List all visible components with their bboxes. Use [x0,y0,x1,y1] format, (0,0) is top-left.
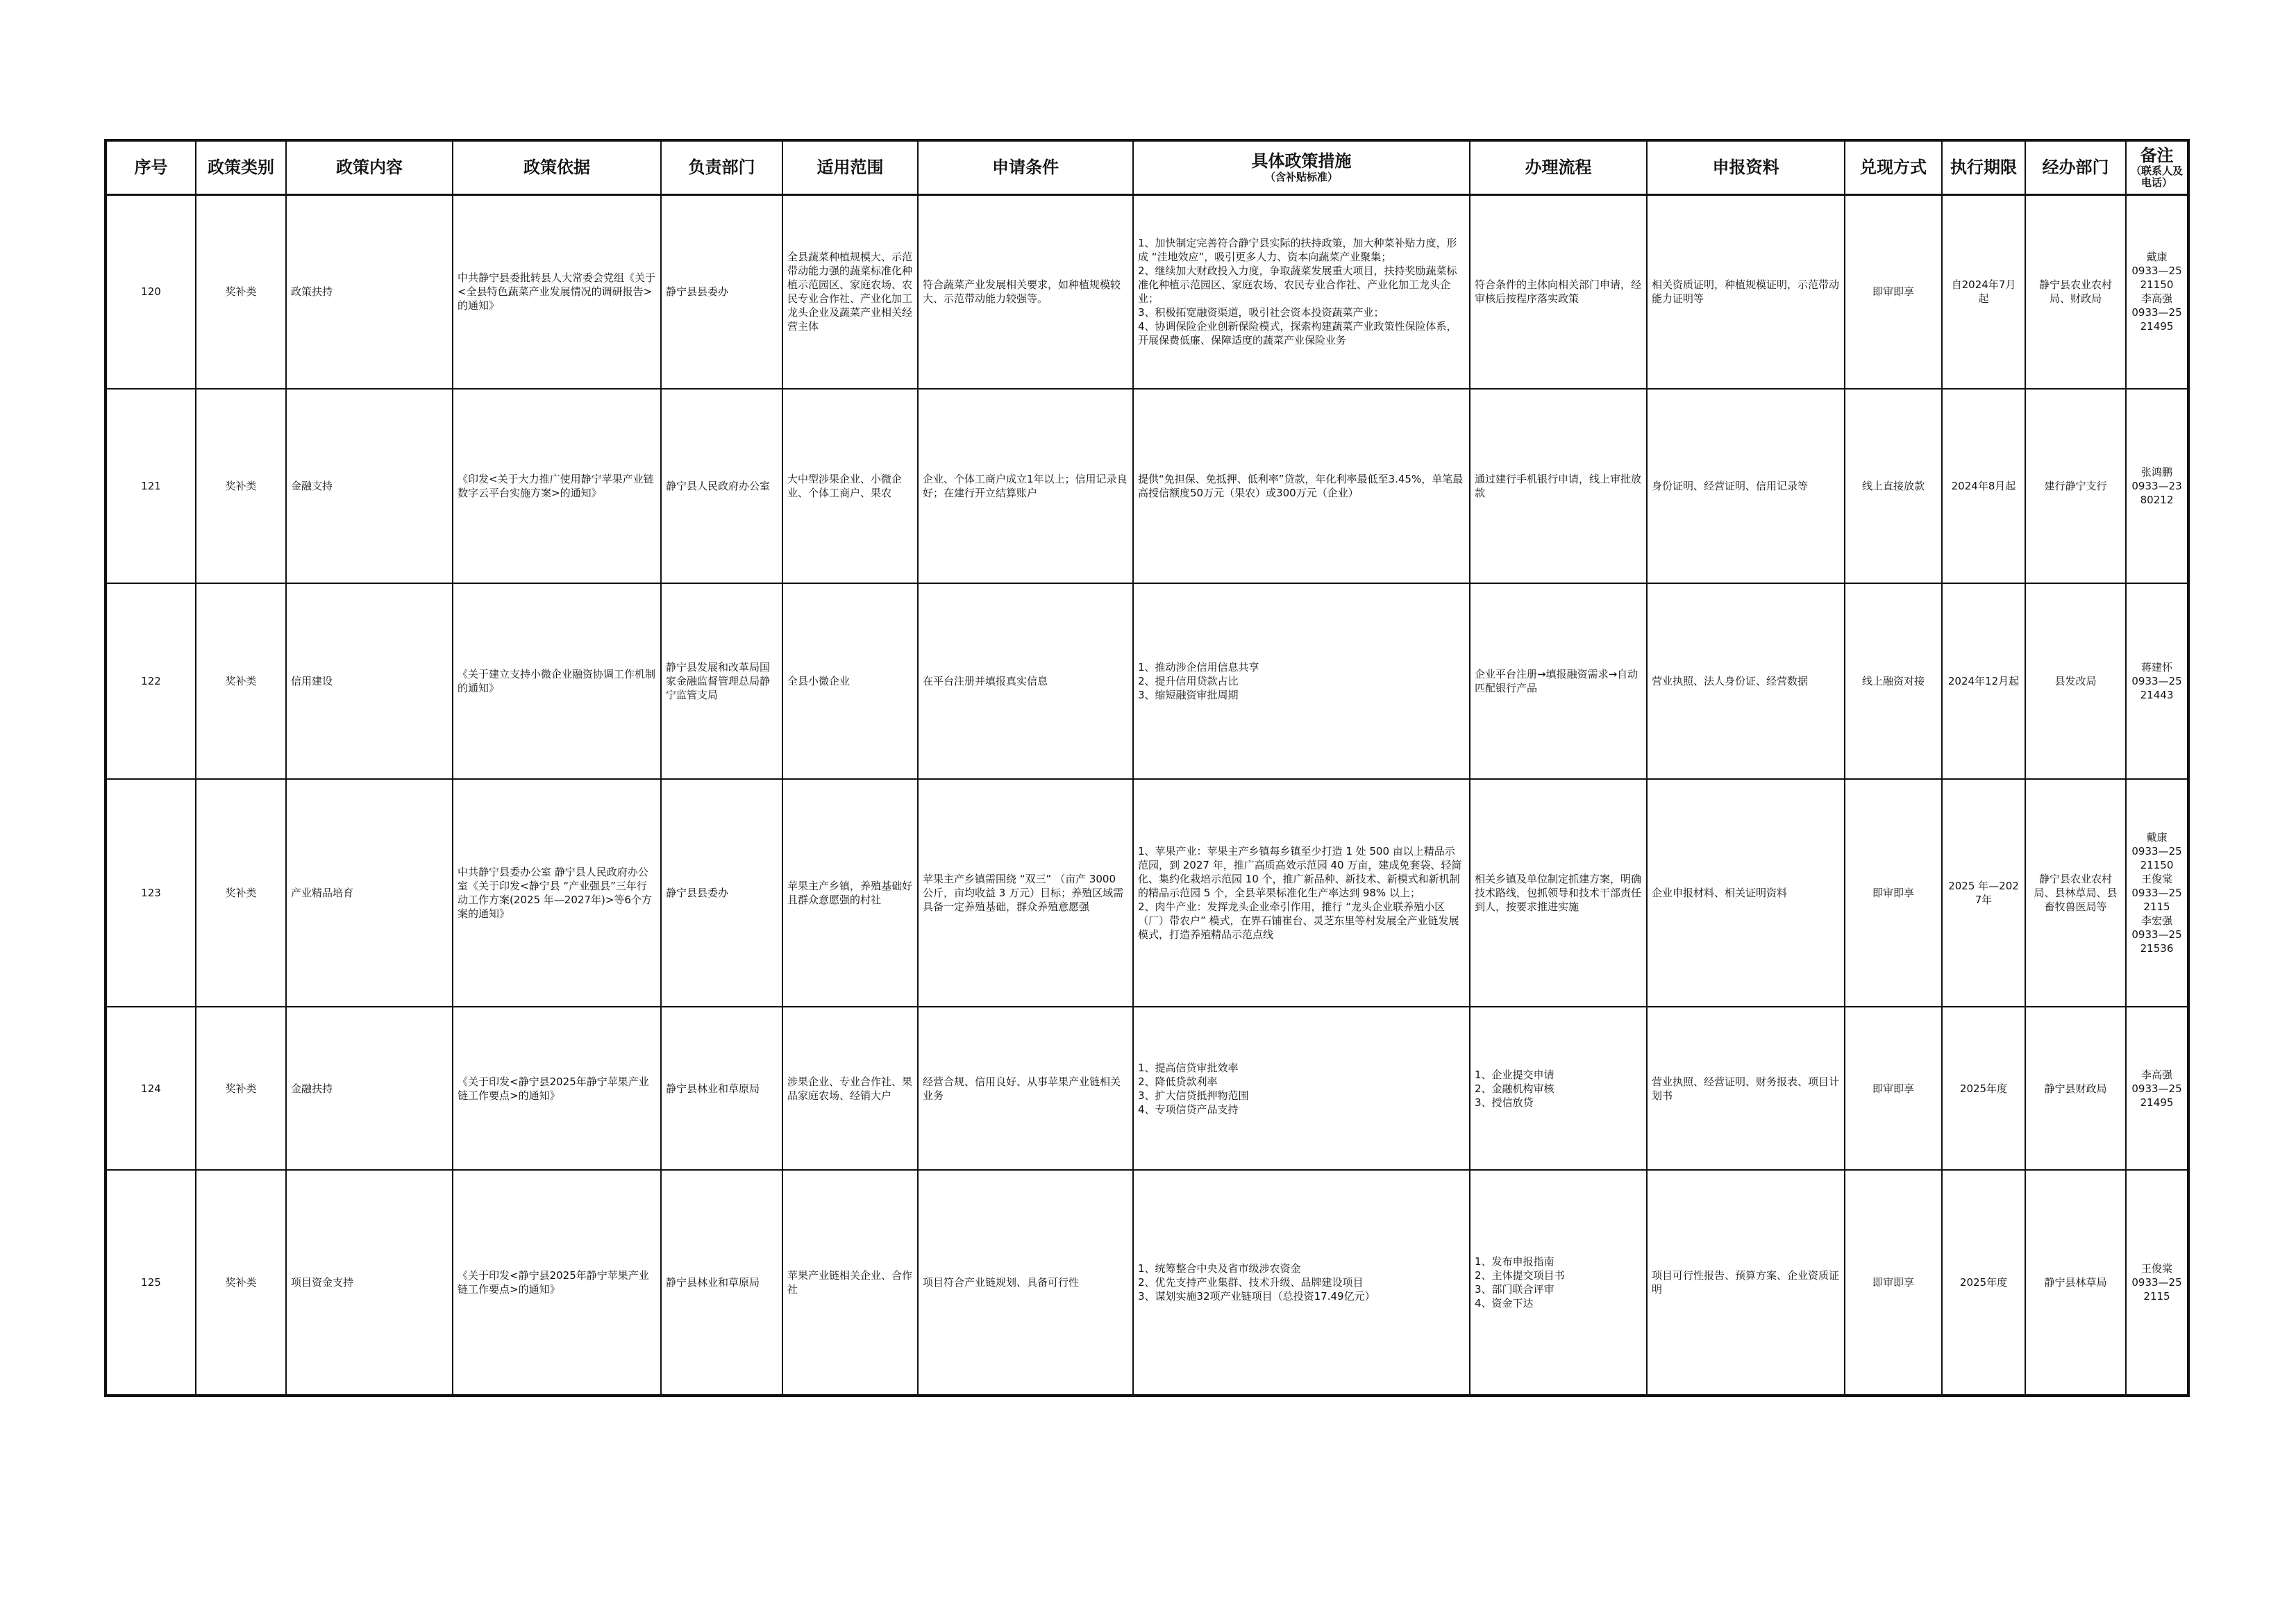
cell-process-line: 4、资金下达 [1475,1297,1534,1309]
cell-remarks-line: 戴康 [2146,831,2168,844]
cell-remarks-line: 李高强 [2140,1068,2172,1081]
cell-handling-dept: 建行静宁支行 [2025,389,2126,583]
header-conditions: 申请条件 [918,140,1133,194]
cell-measures [1133,1007,1470,1170]
policy-table [104,139,2190,1397]
cell-measures-line: 4、专项信贷产品支持 [1138,1103,1239,1116]
table-body [106,194,2188,1396]
cell-content: 产业精品培育 [286,779,453,1007]
cell-category: 奖补类 [196,583,286,779]
table-row [106,779,2188,1007]
cell-materials: 企业申报材料、相关证明资料 [1647,779,1845,1007]
cell-remarks-line: 0933—2521495 [2131,306,2182,333]
cell-measures-line: 1、加快制定完善符合静宁县实际的扶持政策，加大种菜补贴力度，形成 “洼地效应”，吸引更多人力、资本向蔬菜产业聚集； [1138,237,1457,264]
cell-content: 金融支持 [286,389,453,583]
cell-measures-line: 3、缩短融资审批周期 [1138,689,1239,701]
header-measures-title: 具体政策措施 [1251,151,1352,171]
cell-conditions: 苹果主产乡镇需围绕 “双三” （亩产 3000 公斤，亩均收益 3 万元）目标；养殖区域需具备一定养殖基础，群众养殖意愿强 [918,779,1133,1007]
cell-process-line: 3、授信放贷 [1475,1096,1534,1109]
header-remarks-title: 备注 [2140,146,2174,166]
cell-handling-dept: 静宁县农业农村局、县林草局、县畜牧兽医局等 [2025,779,2126,1007]
cell-scope: 涉果企业、专业合作社、果品家庭农场、经销大户 [782,1007,918,1170]
header-measures-subtitle: （含补贴标准） [1264,171,1338,184]
cell-dept: 静宁县县委办 [661,779,782,1007]
header-measures [1133,140,1470,194]
cell-dept: 静宁县人民政府办公室 [661,389,782,583]
cell-measures [1133,1170,1470,1396]
header-basis: 政策依据 [453,140,661,194]
cell-remarks [2126,583,2188,779]
header-remarks-subtitle: （联系人及电话） [2131,165,2184,190]
cell-category: 奖补类 [196,389,286,583]
cell-process [1470,1170,1647,1396]
cell-remarks-line: 戴康 [2146,251,2168,264]
cell-dept: 静宁县林业和草原局 [661,1007,782,1170]
cell-handling-dept: 县发改局 [2025,583,2126,779]
cell-remarks [2126,194,2188,389]
cell-remarks [2126,1170,2188,1396]
cell-measures-line: 1、统筹整合中央及省市级涉农资金 [1138,1262,1301,1275]
table-row [106,1170,2188,1396]
cell-method: 即审即享 [1845,779,1942,1007]
cell-process: 通过建行手机银行申请，线上审批放款 [1470,389,1647,583]
cell-measures-line: 1、推动涉企信用信息共享 [1138,661,1259,673]
cell-category: 奖补类 [196,1170,286,1396]
cell-remarks [2126,1007,2188,1170]
cell-materials: 相关资质证明，种植规模证明，示范带动能力证明等 [1647,194,1845,389]
cell-process-line: 1、企业提交申请 [1475,1068,1555,1081]
cell-process-line: 2、主体提交项目书 [1475,1269,1565,1282]
cell-handling-dept: 静宁县农业农村局、财政局 [2025,194,2126,389]
cell-basis: 中共静宁县委批转县人大常委会党组《关于<全县特色蔬菜产业发展情况的调研报告>的通知》 [453,194,661,389]
cell-process [1470,1007,1647,1170]
cell-remarks-line: 蒋建怀 [2140,661,2172,673]
cell-measures-line: 3、积极拓宽融资渠道，吸引社会资本投资蔬菜产业； [1138,306,1384,319]
cell-measures-line: 2、提升信用贷款占比 [1138,675,1239,687]
cell-process: 企业平台注册→填报融资需求→自动匹配银行产品 [1470,583,1647,779]
cell-content: 信用建设 [286,583,453,779]
cell-measures-line: 1、提高信贷审批效率 [1138,1061,1239,1074]
cell-process-line: 1、发布申报指南 [1475,1255,1555,1268]
cell-seq: 124 [106,1007,196,1170]
cell-period: 2025 年—2027年 [1942,779,2025,1007]
header-handling-dept: 经办部门 [2025,140,2126,194]
cell-conditions: 在平台注册并填报真实信息 [918,583,1133,779]
cell-method: 即审即享 [1845,1170,1942,1396]
cell-dept: 静宁县县委办 [661,194,782,389]
cell-period: 2025年度 [1942,1170,2025,1396]
cell-remarks-line: 0933—2521150 [2131,265,2182,292]
cell-scope: 苹果主产乡镇，养殖基础好且群众意愿强的村社 [782,779,918,1007]
table-row [106,389,2188,583]
cell-period: 2024年12月起 [1942,583,2025,779]
cell-remarks [2126,779,2188,1007]
cell-remarks-line: 王俊棠 [2140,1262,2172,1275]
cell-category: 奖补类 [196,779,286,1007]
cell-measures-line: 3、谋划实施32项产业链项目（总投资17.49亿元） [1138,1290,1375,1303]
cell-seq: 120 [106,194,196,389]
cell-remarks-line: 0933—2521536 [2131,928,2182,955]
cell-content: 政策扶持 [286,194,453,389]
cell-materials: 营业执照、经营证明、财务报表、项目计划书 [1647,1007,1845,1170]
cell-remarks-line: 0933—252115 [2131,1276,2182,1303]
cell-process-line: 2、金融机构审核 [1475,1082,1555,1095]
cell-measures [1133,389,1470,583]
cell-materials: 身份证明、经营证明、信用记录等 [1647,389,1845,583]
cell-content: 金融扶持 [286,1007,453,1170]
cell-conditions: 符合蔬菜产业发展相关要求，如种植规模较大、示范带动能力较强等。 [918,194,1133,389]
cell-measures-line: 提供“免担保、免抵押、低利率”贷款，年化利率最低至3.45%，单笔最高授信额度50万元（果农）或300万元（企业） [1138,473,1464,499]
header-row [106,140,2188,194]
cell-seq: 125 [106,1170,196,1396]
cell-period: 2024年8月起 [1942,389,2025,583]
cell-remarks-line: 王俊棠 [2140,873,2172,885]
cell-seq: 123 [106,779,196,1007]
cell-remarks [2126,389,2188,583]
header-period: 执行期限 [1942,140,2025,194]
cell-handling-dept: 静宁县财政局 [2025,1007,2126,1170]
cell-period: 自2024年7月起 [1942,194,2025,389]
cell-basis: 《印发<关于大力推广使用静宁苹果产业链数字云平台实施方案>的通知》 [453,389,661,583]
cell-conditions: 企业、个体工商户成立1年以上；信用记录良好；在建行开立结算账户 [918,389,1133,583]
cell-materials: 项目可行性报告、预算方案、企业资质证明 [1647,1170,1845,1396]
cell-process-line: 3、部门联合评审 [1475,1283,1555,1296]
cell-seq: 121 [106,389,196,583]
cell-remarks-line: 0933—252115 [2131,887,2182,913]
cell-content: 项目资金支持 [286,1170,453,1396]
cell-scope: 全县蔬菜种植规模大、示范带动能力强的蔬菜标准化种植示范园区、家庭农场、农民专业合作社、产业化加工龙头企业及蔬菜产业相关经营主体 [782,194,918,389]
cell-period: 2025年度 [1942,1007,2025,1170]
cell-method: 即审即享 [1845,1007,1942,1170]
cell-basis: 《关于印发<静宁县2025年静宁苹果产业链工作要点>的通知》 [453,1007,661,1170]
cell-basis: 《关于印发<静宁县2025年静宁苹果产业链工作要点>的通知》 [453,1170,661,1396]
cell-method: 线上直接放款 [1845,389,1942,583]
header-process: 办理流程 [1470,140,1647,194]
table-row [106,1007,2188,1170]
cell-seq: 122 [106,583,196,779]
cell-measures-line: 2、降低贷款利率 [1138,1075,1218,1088]
cell-scope: 苹果产业链相关企业、合作社 [782,1170,918,1396]
cell-basis: 中共静宁县委办公室 静宁县人民政府办公室《关于印发<静宁县 “产业强县”三年行动工作方案(2025 年—2027年)>等6个方案的通知》 [453,779,661,1007]
cell-remarks-line: 李高强 [2140,292,2172,305]
header-dept: 负责部门 [661,140,782,194]
cell-scope: 大中型涉果企业、小微企业、个体工商户、果农 [782,389,918,583]
cell-measures-line: 2、继续加大财政投入力度，争取蔬菜发展重大项目，扶持奖励蔬菜标准化种植示范园区、家庭农场、农民专业合作社、产业化加工龙头企业； [1138,265,1457,305]
cell-conditions: 经营合规、信用良好、从事苹果产业链相关业务 [918,1007,1133,1170]
cell-remarks-line: 0933—2521150 [2131,845,2182,871]
cell-measures-line: 2、优先支持产业集群、技术升级、品牌建设项目 [1138,1276,1364,1289]
cell-category: 奖补类 [196,1007,286,1170]
cell-measures [1133,194,1470,389]
header-category: 政策类别 [196,140,286,194]
cell-measures-line: 1、苹果产业：苹果主产乡镇每乡镇至少打造 1 处 500 亩以上精品示范园，到 2027 年，推广高质高效示范园 40 万亩，建成免套袋、轻简化、集约化栽培示范园 10 个，推广新品种、新技术、新模式和新机制的精品示范园 5 个，全县苹果标准化生产率达到 98% 以上； [1138,845,1462,899]
cell-scope: 全县小微企业 [782,583,918,779]
header-materials: 申报资料 [1647,140,1845,194]
cell-dept: 静宁县发展和改革局国家金融监督管理总局静宁监管支局 [661,583,782,779]
header-scope: 适用范围 [782,140,918,194]
header-remarks [2126,140,2188,194]
cell-measures-line: 3、扩大信贷抵押物范围 [1138,1089,1249,1102]
cell-basis: 《关于建立支持小微企业融资协调工作机制的通知》 [453,583,661,779]
cell-measures-line: 4、协调保险企业创新保险模式，探索构建蔬菜产业政策性保险体系，开展保费低廉、保障适度的蔬菜产业保险业务 [1138,320,1457,347]
cell-process: 符合条件的主体向相关部门申请，经审核后按程序落实政策 [1470,194,1647,389]
table-row [106,583,2188,779]
cell-measures-line: 2、肉牛产业：发挥龙头企业牵引作用，推行 “龙头企业联养殖小区（厂）带农户” 模式，在界石铺崔台、灵芝东里等村发展全产业链发展模式，打造养殖精品示范点线 [1138,901,1459,941]
cell-method: 即审即享 [1845,194,1942,389]
header-seq: 序号 [106,140,196,194]
cell-process: 相关乡镇及单位制定抓建方案，明确技术路线，包抓领导和技术干部责任到人，按要求推进实施 [1470,779,1647,1007]
table-row [106,194,2188,389]
cell-conditions: 项目符合产业链规划、具备可行性 [918,1170,1133,1396]
cell-remarks-line: 张鸿鹏 [2140,466,2172,478]
cell-remarks-line: 李宏强 [2140,914,2172,927]
cell-measures [1133,779,1470,1007]
cell-remarks-line: 0933—2521495 [2131,1082,2182,1109]
cell-remarks-line: 0933—2521443 [2131,675,2182,701]
header-method: 兑现方式 [1845,140,1942,194]
cell-handling-dept: 静宁县林草局 [2025,1170,2126,1396]
cell-dept: 静宁县林业和草原局 [661,1170,782,1396]
cell-remarks-line: 0933—2380212 [2131,480,2182,506]
header-content: 政策内容 [286,140,453,194]
cell-method: 线上融资对接 [1845,583,1942,779]
cell-measures [1133,583,1470,779]
cell-materials: 营业执照、法人身份证、经营数据 [1647,583,1845,779]
cell-category: 奖补类 [196,194,286,389]
